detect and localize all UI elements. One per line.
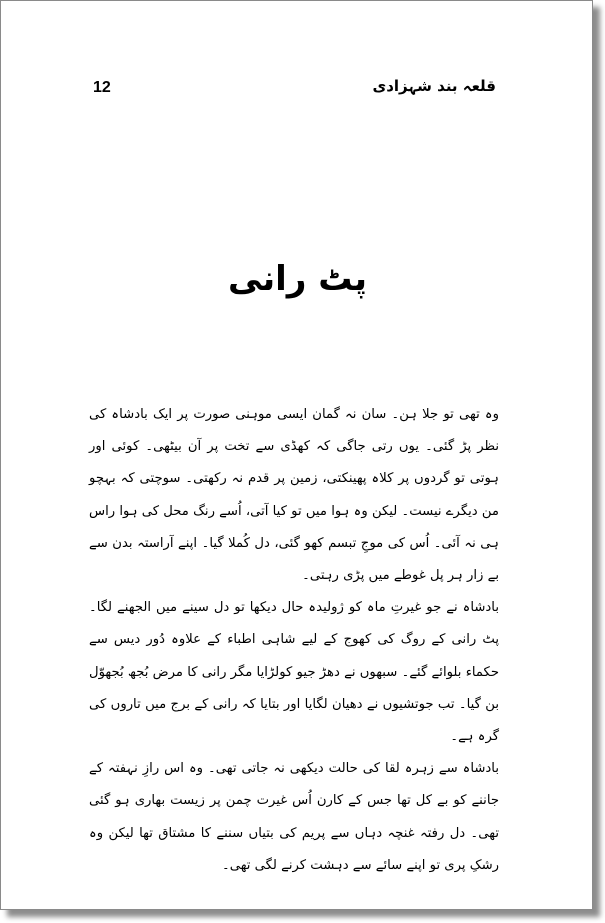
paragraph: وہ تھی تو جلا ہن۔ سان نہ گمان ایسی موہنی صورت پر ایک بادشاہ کی نظر پڑ گئی۔ یوں رتی جاگی کہ کھڈی سے تخت پر آن بیٹھی۔ کوئی اور ہوتی تو گردوں پر کلاہ پھینکتی، زمین پر قدم نہ رکھتی۔ سوچتی کہ بہچو من دیگرے نیست۔ لیکن وہ ہوا میں تو کیا آتی، اُسے رنگ محل کی ہوا راس ہی نہ آئی۔ اُس کی موجِ تبسم کھو گئی، دل کُملا گیا۔ اپنے آراستہ بدن سے بے زار ہر پل غوطے میں پڑی رہتی۔ [89,407,499,584]
chapter-title: پٹ رانی [228,259,367,299]
page-number: 12 [93,79,111,96]
running-head-book-title: قلعہ بند شہزادی [372,77,496,95]
chapter-body [89,399,499,882]
paragraph: بادشاہ نے جو غیرتِ ماہ کو ژولیدہ حال دیکھا تو دل سینے میں الجھنے لگا۔ پٹ رانی کے روگ کی کھوج کے لیے شاہی اطباء کے علاوہ دُور دیس سے حکماء بلوائے گئے۔ سبھوں نے دھڑ جیو کولڑایا مگر رانی کا مرض بُجھ بُجھوّل بن گیا۔ تب جوتشیوں نے دھیان لگایا اور بتایا کہ رانی کے برج میں تاروں کی گرہ ہے۔ [89,600,499,745]
paragraph: بادشاہ سے زہرہ لقا کی حالت دیکھی نہ جاتی تھی۔ وہ اس رازِ نہفتہ کے جاننے کو بے کل تھا جس کے کارن اُس غیرت چمن پر زیست بھاری ہو گئی تھی۔ دل رفتہ غنچہ دہاں سے پریم کی بتیاں سننے کا مشتاق تھا لیکن وہ رشکِ پری تو اپنے سائے سے دہشت کرنے لگی تھی۔ [89,761,499,873]
